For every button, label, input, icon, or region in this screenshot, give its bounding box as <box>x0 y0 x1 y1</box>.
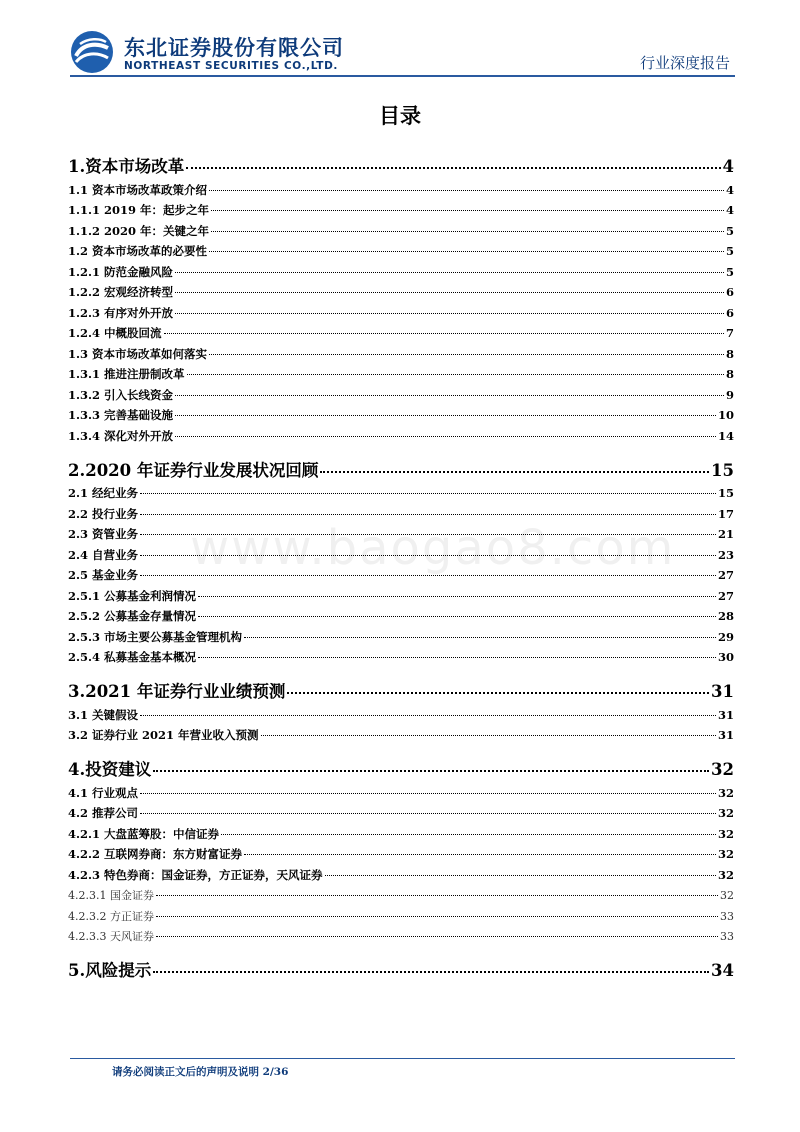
toc-entry-label: 4.2.1 大盘蓝筹股：中信证券 <box>68 826 220 841</box>
toc-leader-dots <box>261 735 716 736</box>
toc-entry-page: 7 <box>725 326 734 340</box>
toc-entry-label: 3.1 关键假设 <box>68 707 139 722</box>
toc-entry-page: 27 <box>717 588 734 603</box>
toc-entry-page: 21 <box>717 527 734 541</box>
page-header <box>0 0 800 80</box>
toc-entry-label: 4.投资建议 <box>68 760 152 779</box>
toc-entry[interactable] <box>68 885 734 906</box>
toc-entry-label: 4.2.3 特色券商：国金证券，方正证券，天风证券 <box>68 867 323 882</box>
toc-entry[interactable] <box>68 200 734 221</box>
company-name-en: NORTHEAST SECURITIES CO.,LTD. <box>124 60 338 72</box>
toc-entry[interactable] <box>68 803 734 824</box>
toc-entry-page: 5 <box>725 244 734 258</box>
toc-leader-dots <box>175 272 724 273</box>
toc-entry-label: 2.5.4 私募基金基本概况 <box>68 650 197 664</box>
toc-leader-dots <box>175 395 724 396</box>
toc-leader-dots <box>175 292 724 293</box>
footer-divider <box>70 1058 735 1059</box>
toc-entry[interactable] <box>68 220 734 241</box>
toc-leader-dots <box>175 313 724 314</box>
toc-entry[interactable] <box>68 282 734 303</box>
toc-entry[interactable] <box>68 405 734 426</box>
toc-entry-page: 31 <box>717 728 734 742</box>
toc-leader-dots <box>186 167 720 169</box>
toc-entry-label: 2.2 投行业务 <box>68 506 139 521</box>
toc-entry-label: 1.2.1 防范金融风险 <box>68 264 174 279</box>
toc-entry-page: 5 <box>725 223 734 238</box>
toc-leader-dots <box>156 916 718 917</box>
toc-entry[interactable] <box>68 483 734 504</box>
toc-entry-page: 14 <box>717 428 734 443</box>
toc-entry-label: 4.1 行业观点 <box>68 785 139 800</box>
toc-entry-label: 1.3.3 完善基础设施 <box>68 408 174 422</box>
header-divider <box>70 75 735 77</box>
toc-leader-dots <box>244 637 716 638</box>
toc-leader-dots <box>244 854 716 855</box>
toc-entry[interactable] <box>68 782 734 803</box>
toc-entry[interactable] <box>68 926 734 947</box>
toc-entry[interactable] <box>68 302 734 323</box>
toc-entry[interactable] <box>68 585 734 606</box>
toc-entry-page: 4 <box>722 157 734 176</box>
toc-entry-page: 28 <box>717 609 734 623</box>
toc-title: 目录 <box>379 103 421 128</box>
toc-entry-page: 6 <box>725 285 734 299</box>
toc-leader-dots <box>211 231 724 232</box>
toc-entry-page: 31 <box>711 682 734 701</box>
toc-leader-dots <box>198 616 716 617</box>
toc-entry[interactable] <box>68 745 734 782</box>
toc-entry-page: 15 <box>711 460 734 480</box>
toc-leader-dots <box>209 354 724 355</box>
toc-entry-page: 34 <box>711 961 734 980</box>
toc-entry-page: 23 <box>717 547 734 562</box>
toc-leader-dots <box>140 793 716 794</box>
toc-leader-dots <box>153 971 709 973</box>
toc-entry[interactable] <box>68 261 734 282</box>
toc-entry-label: 2.5 基金业务 <box>68 568 139 582</box>
company-name-cn: 东北证券股份有限公司 <box>124 36 344 60</box>
toc-leader-dots <box>209 190 724 191</box>
toc-entry-label: 1.2.3 有序对外开放 <box>68 305 174 320</box>
toc-entry-page: 5 <box>725 264 734 279</box>
toc-entry[interactable] <box>68 864 734 885</box>
toc-entry-page: 8 <box>725 367 734 381</box>
toc-entry-page: 32 <box>720 889 734 902</box>
toc-entry[interactable] <box>68 446 734 483</box>
footer-note: 请务必阅读正文后的声明及说明 2/36 <box>112 1066 289 1078</box>
toc-leader-dots <box>156 895 718 896</box>
toc-entry[interactable] <box>68 626 734 647</box>
toc-entry-label: 1.3 资本市场改革如何落实 <box>68 346 208 361</box>
toc-entry[interactable] <box>68 905 734 926</box>
toc-entry-label: 4.2.3.2 方正证券 <box>68 909 154 923</box>
toc-leader-dots <box>198 596 716 597</box>
toc-entry[interactable] <box>68 142 734 179</box>
toc-entry-page: 32 <box>717 826 734 841</box>
toc-entry-label: 4.2.3.1 国金证券 <box>68 889 154 902</box>
toc-entry-page: 4 <box>725 182 734 197</box>
toc-leader-dots <box>211 210 724 211</box>
toc-entry-label: 4.2.2 互联网券商：东方财富证券 <box>68 847 243 861</box>
toc-leader-dots <box>175 436 716 437</box>
toc-entry[interactable] <box>68 844 734 865</box>
toc-entry[interactable] <box>68 704 734 725</box>
toc-leader-dots <box>221 834 716 835</box>
toc-entry-page: 33 <box>720 930 734 943</box>
toc-entry-label: 1.1 资本市场改革政策介绍 <box>68 182 208 197</box>
toc-entry-label: 1.2 资本市场改革的必要性 <box>68 244 208 258</box>
toc-entry-page: 32 <box>717 785 734 800</box>
toc-entry-label: 1.1.2 2020 年：关键之年 <box>68 223 210 238</box>
toc-leader-dots <box>156 936 718 937</box>
toc-entry-label: 4.2 推荐公司 <box>68 806 139 820</box>
toc-entry-label: 5.风险提示 <box>68 961 152 980</box>
report-type-label: 行业深度报告 <box>639 54 730 72</box>
toc-entry-label: 1.3.2 引入长线资金 <box>68 387 174 402</box>
toc-entry-page: 32 <box>717 806 734 820</box>
toc-entry[interactable] <box>68 606 734 627</box>
toc-entry-label: 2.1 经纪业务 <box>68 486 139 500</box>
toc-entry[interactable] <box>68 343 734 364</box>
toc-entry-label: 2.3 资管业务 <box>68 527 139 541</box>
toc-leader-dots <box>140 715 716 716</box>
toc-entry-page: 15 <box>717 486 734 500</box>
toc-entry[interactable] <box>68 667 734 704</box>
toc-entry-label: 1.3.1 推进注册制改革 <box>68 367 185 381</box>
toc-entry[interactable] <box>68 364 734 385</box>
toc-entry[interactable] <box>68 647 734 668</box>
toc-leader-dots <box>325 875 716 876</box>
toc-leader-dots <box>287 692 709 694</box>
toc-entry[interactable] <box>68 725 734 746</box>
toc-entry-page: 32 <box>717 847 734 861</box>
toc-leader-dots <box>175 415 716 416</box>
toc-entry-label: 2.2020 年证券行业发展状况回顾 <box>68 460 319 480</box>
toc-entry-page: 10 <box>717 408 734 422</box>
toc-leader-dots <box>198 657 716 658</box>
toc-entry[interactable] <box>68 323 734 344</box>
toc-entry-label: 1.2.2 宏观经济转型 <box>68 285 174 299</box>
toc-entry-label: 1.2.4 中概股回流 <box>68 326 162 340</box>
toc-entry-page: 32 <box>717 867 734 882</box>
toc-entry[interactable] <box>68 823 734 844</box>
toc-entry-label: 4.2.3.3 天风证券 <box>68 930 154 943</box>
toc-entry-label: 2.5.1 公募基金利润情况 <box>68 588 197 603</box>
toc-entry-page: 9 <box>725 387 734 402</box>
toc-entry-label: 3.2021 年证券行业业绩预测 <box>68 682 286 701</box>
toc-entry-page: 8 <box>725 346 734 361</box>
toc-entry-page: 30 <box>717 650 734 664</box>
toc-entry-page: 4 <box>725 203 734 217</box>
toc-entry[interactable] <box>68 946 734 983</box>
toc-entry-label: 1.资本市场改革 <box>68 157 185 176</box>
toc-entry-label: 2.5.3 市场主要公募基金管理机构 <box>68 629 243 644</box>
toc-entry-label: 1.3.4 深化对外开放 <box>68 428 174 443</box>
toc-entry[interactable] <box>68 384 734 405</box>
toc-leader-dots <box>140 493 716 494</box>
toc-entry[interactable] <box>68 179 734 200</box>
toc-entry[interactable] <box>68 425 734 446</box>
toc-entry-page: 17 <box>717 506 734 521</box>
watermark: www.baogao8.com <box>190 520 676 576</box>
toc-entry-label: 2.4 自营业务 <box>68 547 139 562</box>
toc-entry-label: 2.5.2 公募基金存量情况 <box>68 609 197 623</box>
toc-entry-label: 3.2 证券行业 2021 年营业收入预测 <box>68 728 259 742</box>
toc-leader-dots <box>320 471 709 473</box>
toc-entry-page: 31 <box>717 707 734 722</box>
toc-leader-dots <box>187 374 724 375</box>
toc-entry-page: 27 <box>717 568 734 582</box>
toc-entry-page: 32 <box>711 760 734 779</box>
toc-leader-dots <box>140 514 716 515</box>
toc-leader-dots <box>209 251 724 252</box>
toc-leader-dots <box>140 813 716 814</box>
toc-entry-page: 6 <box>725 305 734 320</box>
toc-entry-page: 33 <box>720 909 734 923</box>
company-logo-icon <box>70 30 114 74</box>
toc-leader-dots <box>153 770 709 772</box>
toc-entry-page: 29 <box>717 629 734 644</box>
toc-entry-label: 1.1.1 2019 年：起步之年 <box>68 203 210 217</box>
toc-entry[interactable] <box>68 241 734 262</box>
toc-leader-dots <box>164 333 724 334</box>
